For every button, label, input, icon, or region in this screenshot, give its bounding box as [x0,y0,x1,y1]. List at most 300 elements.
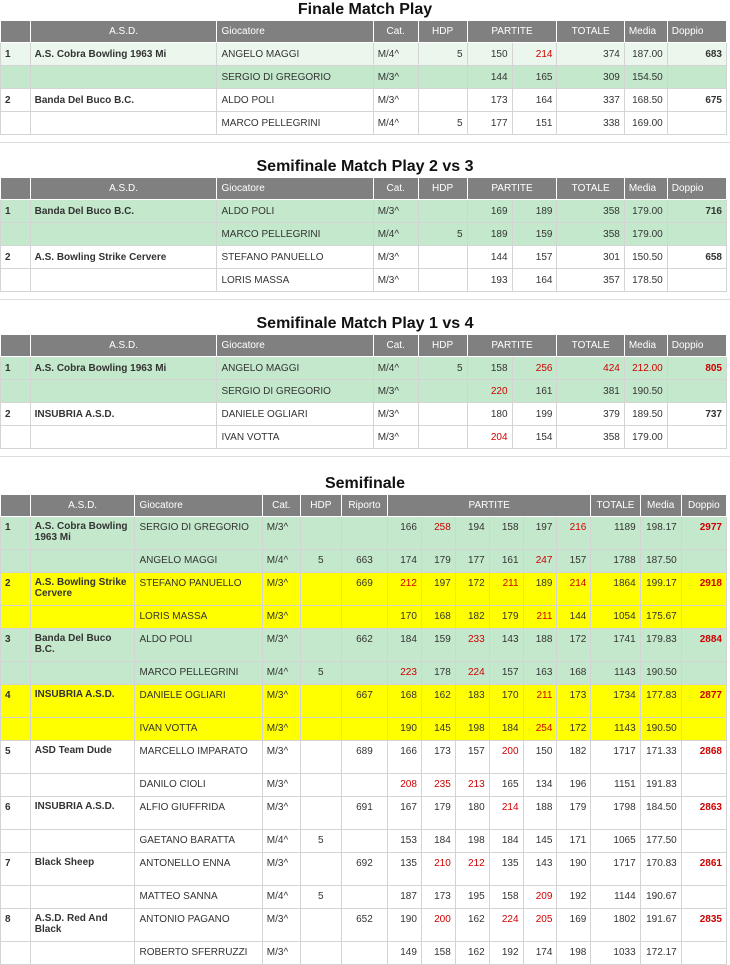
game-score: 182 [455,606,489,629]
game-score: 211 [523,685,557,718]
table-row [1,380,727,403]
handicap [418,380,467,403]
game-score: 212 [455,853,489,886]
game-score: 214 [512,43,557,66]
category: M/3^ [262,517,300,550]
carry-over: 652 [341,909,387,942]
carry-over: 691 [341,797,387,830]
average: 184.50 [640,797,681,830]
double-score: 2863 [681,797,726,830]
table-row [1,43,727,66]
table-row [1,357,727,380]
header-row [1,178,727,200]
game-score: 157 [557,550,591,573]
table-row [1,606,727,629]
handicap [418,89,467,112]
category: M/3^ [262,573,300,606]
total-score: 1143 [591,662,640,685]
club-name: Banda Del Buco B.C. [30,89,217,112]
double-score: 2877 [681,685,726,718]
game-score: 162 [421,685,455,718]
header-giocatore: Giocatore [135,495,262,517]
header-cat: Cat. [262,495,300,517]
divider [0,456,730,466]
game-score: 172 [557,718,591,741]
game-score: 165 [512,66,557,89]
header-totale: TOTALE [557,335,624,357]
handicap [300,718,341,741]
position: 2 [1,89,31,112]
handicap [418,246,467,269]
position: 4 [1,685,31,718]
position [1,830,31,853]
game-score: 256 [512,357,557,380]
handicap: 5 [418,43,467,66]
match-section-1 [0,0,730,135]
section-title: Semifinale Match Play 1 vs 4 [256,315,474,332]
category: M/4^ [373,112,418,135]
game-score: 168 [388,685,422,718]
club-name [30,550,135,573]
game-score: 178 [421,662,455,685]
player-name: LORIS MASSA [135,606,262,629]
total-score: 1741 [591,629,640,662]
game-score: 166 [388,517,422,550]
position: 2 [1,403,31,426]
total-score: 1717 [591,741,640,774]
game-score: 182 [557,741,591,774]
player-name: IVAN VOTTA [217,426,373,449]
game-score: 209 [523,886,557,909]
table-row [1,426,727,449]
category: M/3^ [262,909,300,942]
handicap [300,629,341,662]
position: 2 [1,573,31,606]
club-name [30,718,135,741]
game-score: 177 [455,550,489,573]
match-table [0,177,727,292]
position [1,426,31,449]
game-score: 172 [557,629,591,662]
game-score: 213 [455,774,489,797]
header-cat: Cat. [373,21,418,43]
game-score: 159 [421,629,455,662]
table-row [1,517,727,550]
game-score: 166 [388,741,422,774]
total-score: 1054 [591,606,640,629]
carry-over: 669 [341,573,387,606]
club-name [30,886,135,909]
game-score: 145 [421,718,455,741]
average: 168.50 [624,89,667,112]
player-name: MARCO PELLEGRINI [217,112,373,135]
double-score [667,269,726,292]
double-score [667,380,726,403]
player-name: ALDO POLI [217,200,373,223]
game-score: 164 [512,89,557,112]
game-score: 214 [489,797,523,830]
table-row [1,573,727,606]
carry-over [341,662,387,685]
carry-over: 663 [341,550,387,573]
carry-over: 662 [341,629,387,662]
category: M/3^ [373,89,418,112]
game-score: 200 [489,741,523,774]
game-score: 184 [489,718,523,741]
handicap [418,403,467,426]
average: 172.17 [640,942,681,965]
semifinale-section [0,474,730,965]
carry-over: 692 [341,853,387,886]
double-score: 2884 [681,629,726,662]
game-score: 173 [421,741,455,774]
position: 2 [1,246,31,269]
category: M/3^ [373,246,418,269]
table-row [1,662,727,685]
position: 7 [1,853,31,886]
game-score: 144 [557,606,591,629]
category: M/3^ [262,942,300,965]
double-score: 683 [667,43,726,66]
game-score: 193 [467,269,512,292]
match-section-3 [0,314,730,449]
game-score: 164 [512,269,557,292]
game-score: 224 [455,662,489,685]
table-row [1,550,727,573]
double-score [681,718,726,741]
game-score: 192 [489,942,523,965]
header-media: Media [640,495,681,517]
header-giocatore: Giocatore [217,178,373,200]
header-media: Media [624,335,667,357]
category: M/4^ [262,662,300,685]
game-score: 196 [557,774,591,797]
header-asd: A.S.D. [30,178,217,200]
game-score: 216 [557,517,591,550]
game-score: 205 [523,909,557,942]
player-name: ALDO POLI [135,629,262,662]
carry-over [341,718,387,741]
game-score: 172 [455,573,489,606]
table-row [1,797,727,830]
average: 189.50 [624,403,667,426]
game-score: 168 [557,662,591,685]
game-score: 144 [467,66,512,89]
game-score: 188 [523,797,557,830]
header-hdp: HDP [300,495,341,517]
club-name: A.S. Cobra Bowling 1963 Mi [30,517,135,550]
average: 175.67 [640,606,681,629]
header-media: Media [624,21,667,43]
category: M/3^ [262,741,300,774]
game-score: 184 [421,830,455,853]
game-score: 198 [455,830,489,853]
game-score: 180 [467,403,512,426]
game-score: 168 [421,606,455,629]
header-hdp: HDP [418,178,467,200]
table-row [1,200,727,223]
game-score: 198 [557,942,591,965]
double-score [681,942,726,965]
game-score: 134 [523,774,557,797]
club-name: Banda Del Buco B.C. [30,200,217,223]
header-partite: PARTITE [467,178,557,200]
club-name: A.S. Cobra Bowling 1963 Mi [30,43,217,66]
double-score [667,223,726,246]
game-score: 157 [455,741,489,774]
player-name: MARCO PELLEGRINI [135,662,262,685]
position [1,718,31,741]
club-name: INSUBRIA A.S.D. [30,797,135,830]
category: M/4^ [373,223,418,246]
game-score: 167 [388,797,422,830]
game-score: 199 [512,403,557,426]
game-score: 173 [421,886,455,909]
position [1,942,31,965]
category: M/3^ [373,426,418,449]
header-row [1,335,727,357]
game-score: 233 [455,629,489,662]
header-totale: TOTALE [557,21,624,43]
average: 170.83 [640,853,681,886]
category: M/3^ [262,606,300,629]
game-score: 187 [388,886,422,909]
total-score: 379 [557,403,624,426]
game-score: 184 [388,629,422,662]
header-row [1,495,727,517]
table-row [1,909,727,942]
player-name: MARCELLO IMPARATO [135,741,262,774]
game-score: 143 [489,629,523,662]
game-score: 157 [512,246,557,269]
total-score: 337 [557,89,624,112]
game-score: 214 [557,573,591,606]
header-partite: PARTITE [467,21,557,43]
game-score: 161 [489,550,523,573]
double-score: 716 [667,200,726,223]
category: M/3^ [262,774,300,797]
player-name: LORIS MASSA [217,269,373,292]
handicap [300,942,341,965]
club-name [30,774,135,797]
total-score: 1189 [591,517,640,550]
player-name: STEFANO PANUELLO [217,246,373,269]
player-name: SERGIO DI GREGORIO [217,380,373,403]
handicap [300,606,341,629]
handicap [300,909,341,942]
game-score: 174 [523,942,557,965]
double-score [667,112,726,135]
game-score: 189 [523,573,557,606]
game-score: 180 [455,797,489,830]
category: M/3^ [373,403,418,426]
game-score: 177 [467,112,512,135]
game-score: 145 [523,830,557,853]
player-name: SERGIO DI GREGORIO [135,517,262,550]
position [1,886,31,909]
match-table [0,334,727,449]
position: 6 [1,797,31,830]
section-title: Semifinale [324,475,406,492]
club-name [30,830,135,853]
table-row [1,66,727,89]
category: M/4^ [262,830,300,853]
semifinale-table [0,494,727,965]
category: M/3^ [262,718,300,741]
table-row [1,112,727,135]
category: M/3^ [262,685,300,718]
double-score: 737 [667,403,726,426]
game-score: 210 [421,853,455,886]
double-score [681,886,726,909]
carry-over [341,942,387,965]
header-partite: PARTITE [467,335,557,357]
total-score: 1065 [591,830,640,853]
game-score: 135 [489,853,523,886]
handicap [418,269,467,292]
average: 179.00 [624,426,667,449]
header-pos [1,495,31,517]
table-row [1,741,727,774]
double-score: 2861 [681,853,726,886]
game-score: 169 [557,909,591,942]
total-score: 358 [557,200,624,223]
game-score: 204 [467,426,512,449]
header-giocatore: Giocatore [217,335,373,357]
total-score: 1734 [591,685,640,718]
game-score: 223 [388,662,422,685]
game-score: 200 [421,909,455,942]
handicap: 5 [418,112,467,135]
game-score: 190 [388,718,422,741]
divider [0,142,730,152]
club-name: ASD Team Dude [30,741,135,774]
header-asd: A.S.D. [30,21,217,43]
double-score [681,662,726,685]
game-score: 150 [467,43,512,66]
game-score: 162 [455,942,489,965]
player-name: DANILO CIOLI [135,774,262,797]
game-score: 149 [388,942,422,965]
header-partite: PARTITE [388,495,591,517]
total-score: 358 [557,426,624,449]
total-score: 1798 [591,797,640,830]
position: 1 [1,357,31,380]
player-name: ANGELO MAGGI [135,550,262,573]
average: 179.00 [624,223,667,246]
header-row [1,21,727,43]
average: 199.17 [640,573,681,606]
double-score: 2868 [681,741,726,774]
total-score: 358 [557,223,624,246]
total-score: 301 [557,246,624,269]
player-name: DANIELE OGLIARI [217,403,373,426]
average: 190.50 [640,718,681,741]
player-name: SERGIO DI GREGORIO [217,66,373,89]
average: 190.67 [640,886,681,909]
position: 3 [1,629,31,662]
handicap [300,741,341,774]
player-name: GAETANO BARATTA [135,830,262,853]
category: M/3^ [262,797,300,830]
total-score: 381 [557,380,624,403]
game-score: 194 [455,517,489,550]
carry-over: 667 [341,685,387,718]
position: 1 [1,517,31,550]
player-name: ANTONIO PAGANO [135,909,262,942]
table-row [1,223,727,246]
table-row [1,830,727,853]
game-score: 189 [467,223,512,246]
header-doppio: Doppio [667,21,726,43]
total-score: 338 [557,112,624,135]
double-score [681,830,726,853]
handicap [300,774,341,797]
game-score: 165 [489,774,523,797]
game-score: 189 [512,200,557,223]
game-score: 158 [489,886,523,909]
total-score: 1802 [591,909,640,942]
category: M/3^ [373,380,418,403]
total-score: 309 [557,66,624,89]
table-row [1,89,727,112]
double-score [667,426,726,449]
double-score [681,606,726,629]
position: 1 [1,200,31,223]
double-score: 658 [667,246,726,269]
position [1,380,31,403]
position [1,774,31,797]
category: M/3^ [373,200,418,223]
match-section-2 [0,157,730,292]
header-totale: TOTALE [591,495,640,517]
game-score: 170 [388,606,422,629]
table-row [1,942,727,965]
game-score: 173 [557,685,591,718]
game-score: 159 [512,223,557,246]
table-row [1,853,727,886]
category: M/3^ [262,853,300,886]
handicap [418,66,467,89]
category: M/3^ [373,269,418,292]
category: M/4^ [262,886,300,909]
position: 1 [1,43,31,66]
club-name: INSUBRIA A.S.D. [30,685,135,718]
match-table [0,20,727,135]
game-score: 258 [421,517,455,550]
header-media: Media [624,178,667,200]
table-row [1,718,727,741]
game-score: 183 [455,685,489,718]
player-name: MATTEO SANNA [135,886,262,909]
handicap: 5 [300,830,341,853]
game-score: 161 [512,380,557,403]
total-score: 1788 [591,550,640,573]
position [1,550,31,573]
player-name: ALDO POLI [217,89,373,112]
average: 191.83 [640,774,681,797]
category: M/4^ [373,43,418,66]
category: M/4^ [262,550,300,573]
double-score: 675 [667,89,726,112]
header-cat: Cat. [373,335,418,357]
game-score: 188 [523,629,557,662]
player-name: ROBERTO SFERRUZZI [135,942,262,965]
position [1,223,31,246]
average: 178.50 [624,269,667,292]
game-score: 212 [388,573,422,606]
total-score: 357 [557,269,624,292]
